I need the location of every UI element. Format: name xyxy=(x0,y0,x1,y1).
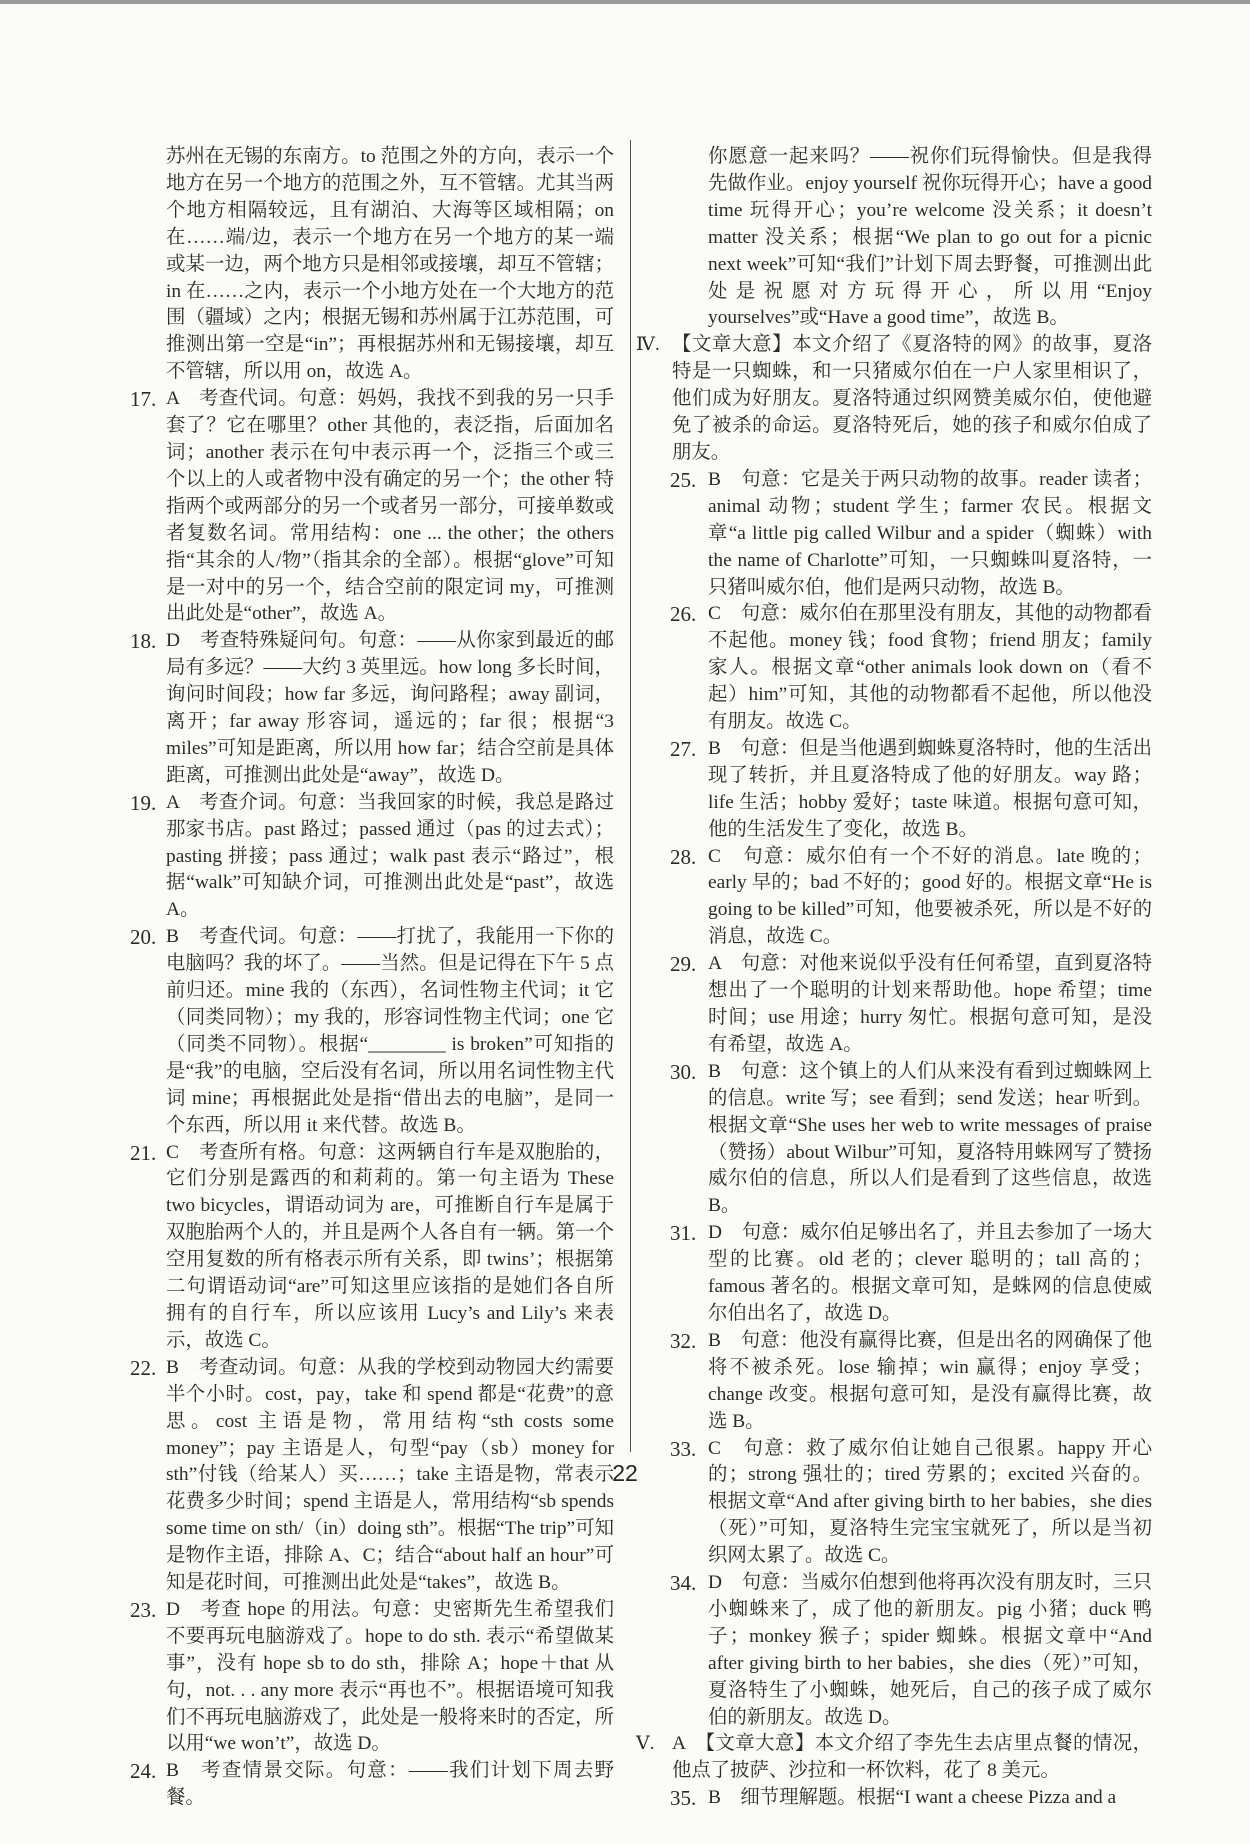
item-text: D 考查特殊疑问句。句意：——从你家到最近的邮局有多远？——大约 3 英里远。how long 多长时间，询问时间段；how far 多远，询问路程；away 副词，离开；far away 形容词，遥远的；far 很；根据“3 miles”可知是距离，所以用 how far；结合空前是具体距离，可推测出此处是“away”，故选 D。 xyxy=(166,630,614,786)
item-text: C 句意：威尔伯在那里没有朋友，其他的动物都看不起他。money 钱；food 食物；friend 朋友；family 家人。根据文章“other animals look down on（看不起）him”可知，其他的动物都看不起他，所以他没有朋友。故选 C。 xyxy=(708,603,1152,733)
answer-item xyxy=(636,844,1152,952)
page-number: 22 xyxy=(612,1460,638,1486)
item-number: 19. xyxy=(130,790,157,815)
item-text: B 考查动词。句意：从我的学校到动物园大约需要半个小时。cost，pay，take 和 spend 都是“花费”的意思。cost 主语是物，常用结构“sth costs some money”；pay 主语是人，句型“pay（sb）money for sth”付钱（给某人）买……；take 主语是物，常表示花费多少时间；spend 主语是人，常用结构“sb spends some time on sth/（in）doing sth”。根据“The trip”可知是物作主语，排除 A、C；结合“about half an hour”可知是花时间，可推测出此处是“takes”，故选 B。 xyxy=(166,1356,614,1594)
item-text: A 句意：对他来说似乎没有任何希望，直到夏洛特想出了一个聪明的计划来帮助他。hope 希望；time 时间；use 用途；hurry 匆忙。根据句意可知，是没有希望，故选 A。 xyxy=(708,953,1152,1055)
answer-item xyxy=(636,467,1152,602)
item-text: A 考查介词。句意：当我回家的时候，我总是路过那家书店。past 路过；passed 通过（pas 的过去式）；pasting 拼接；pass 通过；walk past 表示“路过”，根据“walk”可知缺介词，可推测出此处是“past”，故选 A。 xyxy=(166,791,614,921)
answer-item xyxy=(130,790,614,925)
item-text: B 句意：他没有赢得比赛，但是出名的网确保了他将不被杀死。lose 输掉；win 赢得；enjoy 享受；change 改变。根据句意可知，是没有赢得比赛，故选 B。 xyxy=(708,1329,1152,1432)
answer-item xyxy=(636,1436,1152,1571)
item-number: 24. xyxy=(130,1759,157,1784)
answer-item xyxy=(130,924,614,1139)
item-text: B 句意：它是关于两只动物的故事。reader 读者；animal 动物；student 学生；farmer 农民。根据文章“a little pig called Wilbur and a spider（蜘蛛）with the name of Charlotte”可知，一只蜘蛛叫夏洛特，一只猪叫威尔伯，他们是两只动物，故选 B。 xyxy=(708,468,1152,598)
section-summary xyxy=(636,332,1152,467)
item-number: 18. xyxy=(130,629,157,654)
item-number: 30. xyxy=(670,1059,697,1084)
answer-item xyxy=(130,1758,614,1812)
answer-item xyxy=(636,1328,1152,1436)
item-number: 22. xyxy=(130,1355,157,1380)
answer-item xyxy=(130,1597,614,1758)
item-number: 26. xyxy=(670,602,697,627)
section-summary xyxy=(636,1731,1152,1785)
item-number: 17. xyxy=(130,387,157,412)
item-text: D 考查 hope 的用法。句意：史密斯先生希望我们不要再玩电脑游戏了。hope to do sth. 表示“希望做某事”，没有 hope sb to do sth，排除 A；hope＋that 从句，not. . . any more 表示“再也不”。根据语境可知我们不再玩电脑游戏了，此处是一般将来时的否定，所以用“we won’t”，故选 D。 xyxy=(166,1598,614,1755)
item-number: 23. xyxy=(130,1597,157,1622)
answer-item xyxy=(636,1059,1152,1220)
item-number: 34. xyxy=(670,1571,697,1596)
answer-item xyxy=(130,144,614,386)
item-text: B 考查代词。句意：——打扰了，我能用一下你的电脑吗？我的坏了。——当然。但是记得在下午 5 点前归还。mine 我的（东西），名词性物主代词；it 它（同类同物）；my 我的，形容词性物主代词；one 它（同类不同物）。根据“________ is broken”可知指的是“我”的电脑，空后没有名词，所以用名词性物主代词 mine；再根据此处是指“借出去的电脑”，是同一个东西，所以用 it 来代替。故选 B。 xyxy=(166,926,614,1136)
answer-item xyxy=(636,1570,1152,1731)
answer-item xyxy=(636,601,1152,736)
item-number: 29. xyxy=(670,952,697,977)
answer-item xyxy=(130,386,614,628)
answer-item xyxy=(636,144,1152,332)
item-text: B 句意：但是当他遇到蜘蛛夏洛特时，他的生活出现了转折，并且夏洛特成了他的好朋友。way 路；life 生活；hobby 爱好；taste 味道。根据句意可知，他的生活发生了变化，故选 B。 xyxy=(708,737,1152,840)
left-column xyxy=(130,144,614,1812)
item-number: Ⅴ. xyxy=(636,1733,655,1755)
item-text: A 考查代词。句意：妈妈，我找不到我的另一只手套了？它在哪里？other 其他的，表泛指，后面加名词；another 表示在句中表示再一个，泛指三个或三个以上的人或者物中没有确定的另一个；the other 特指两个或两部分的另一个或者另一部分，可接单数或者复数名词。常用结构：one ... the other；the others 指“其余的人/物”（指其余的全部）。根据“glove”可知是一对中的另一个，结合空前的限定词 my，可推测出此处是“other”，故选 A。 xyxy=(166,388,614,625)
item-number: 32. xyxy=(670,1328,697,1353)
answer-item xyxy=(636,736,1152,844)
answer-item xyxy=(636,951,1152,1059)
item-text: D 句意：威尔伯足够出名了，并且去参加了一场大型的比赛。old 老的；clever 聪明的；tall 高的；famous 著名的。根据文章可知，是蛛网的信息使威尔伯出名了，故选 D。 xyxy=(708,1222,1152,1324)
column-divider xyxy=(630,140,631,1452)
item-number: 35. xyxy=(670,1786,697,1811)
item-text: 【文章大意】本文介绍了《夏洛特的网》的故事，夏洛特是一只蜘蛛，和一只猪威尔伯在一户人家里相识了，他们成为好朋友。夏洛特通过织网赞美威尔伯，使他避免了被杀的命运。夏洛特死后，她的孩子和威尔伯成了朋友。 xyxy=(672,334,1152,463)
item-text: C 句意：救了威尔伯让她自己很累。happy 开心的；strong 强壮的；tired 劳累的；excited 兴奋的。根据文章“And after giving birth to her babies，she dies（死）”可知，夏洛特生完宝宝就死了，所以是当初织网太累了。故选 C。 xyxy=(708,1437,1152,1567)
right-column xyxy=(636,144,1152,1812)
page-top-border xyxy=(0,0,1250,4)
item-text: D 句意：当威尔伯想到他将再次没有朋友时，三只小蜘蛛来了，成了他的新朋友。pig 小猪；duck 鸭子；monkey 猴子；spider 蜘蛛。根据文章中“And after giving birth to her babies，she dies（死）”可知，夏洛特生了小蜘蛛，她死后，自己的孩子成了威尔伯的新朋友。故选 D。 xyxy=(708,1572,1152,1728)
answer-item xyxy=(636,1220,1152,1328)
item-number: 20. xyxy=(130,925,157,950)
item-text: 你愿意一起来吗？——祝你们玩得愉快。但是我得先做作业。enjoy yourself 祝你玩得开心；have a good time 玩得开心；you’re welcome 没关系；it doesn’t matter 没关系；根据“We plan to go out for a picnic next week”可知“我们”计划下周去野餐，可推测出此处是祝愿对方玩得开心，所以用“Enjoy yourselves”或“Have a good time”，故选 B。 xyxy=(708,146,1152,329)
item-text: 苏州在无锡的东南方。to 范围之外的方向，表示一个地方在另一个地方的范围之外，互不管辖。尤其当两个地方相隔较远，且有湖泊、大海等区域相隔；on 在……端/边，表示一个地方在另一个地方的某一端或某一边，两个地方只是相邻或接壤，却互不管辖；in 在……之内，表示一个小地方处在一个大地方的范围（疆域）之内；根据无锡和苏州属于江苏范围，可推测出第一空是“in”；再根据苏州和无锡接壤，却互不管辖，所以用 on，故选 A。 xyxy=(166,146,614,383)
answer-item xyxy=(130,1140,614,1355)
item-text: B 细节理解题。根据“I want a cheese Pizza and a xyxy=(708,1787,1117,1809)
item-number: Ⅳ. xyxy=(636,334,660,356)
item-number: 28. xyxy=(670,844,697,869)
item-text: B 考查情景交际。句意：——我们计划下周去野餐。 xyxy=(166,1760,614,1809)
item-text: B 句意：这个镇上的人们从来没有看到过蜘蛛网上的信息。write 写；see 看到；send 发送；hear 听到。根据文章“She uses her web to write messages of praise（赞扬）about Wilbur”可知，夏洛特用蛛网写了赞扬威尔伯的信息，所以人们是看到了这些信息，故选 B。 xyxy=(708,1060,1152,1217)
item-text: C 句意：威尔伯有一个不好的消息。late 晚的；early 早的；bad 不好的；good 好的。根据文章“He is going to be killed”可知，他要被杀死，所以是不好的消息，故选 C。 xyxy=(708,845,1152,948)
item-text: A 【文章大意】本文介绍了李先生去店里点餐的情况，他点了披萨、沙拉和一杯饮料，花了 8 美元。 xyxy=(672,1733,1152,1782)
item-number: 21. xyxy=(130,1140,157,1165)
item-number: 25. xyxy=(670,467,697,492)
item-number: 33. xyxy=(670,1436,697,1461)
item-text: C 考查所有格。句意：这两辆自行车是双胞胎的，它们分别是露西的和莉莉的。第一句主语为 These two bicycles，谓语动词为 are，可推断自行车是属于双胞胎两个人的，并且是两个人各自有一辆。第一个空用复数的所有格表示所有关系，即 twins’；根据第二句谓语动词“are”可知这里应该指的是她们各自所拥有的自行车，所以应该用 Lucy’s and Lily’s 来表示，故选 C。 xyxy=(166,1141,614,1351)
item-number: 27. xyxy=(670,736,697,761)
answer-item xyxy=(130,628,614,789)
answer-item xyxy=(636,1785,1152,1812)
item-number: 31. xyxy=(670,1221,697,1246)
